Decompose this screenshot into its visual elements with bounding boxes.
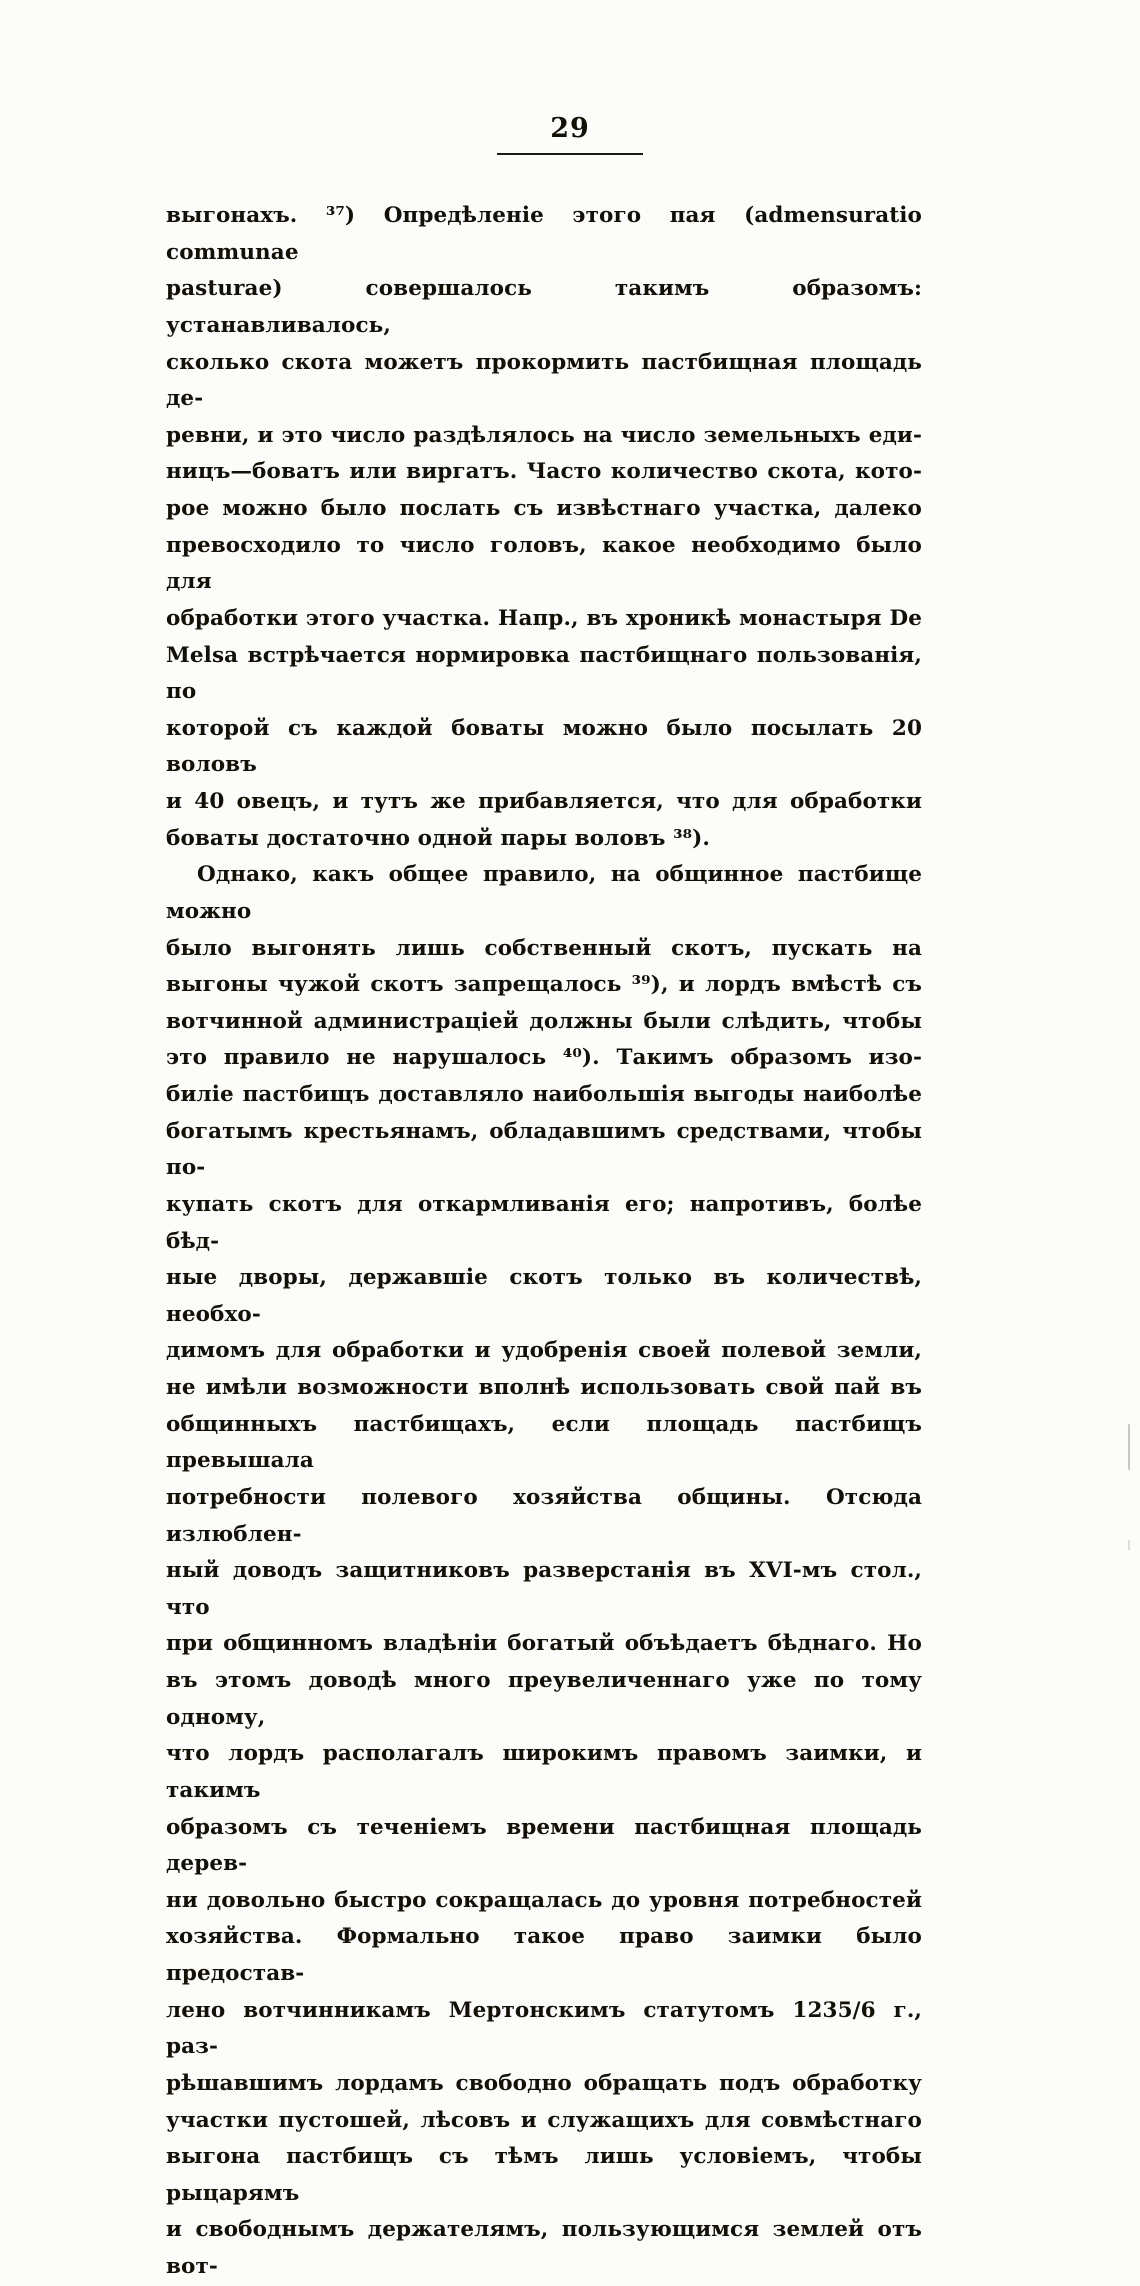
text-line: лено вотчинникамъ Мертонскимъ статутомъ 1235/6 г., раз- [166,1997,922,2060]
scan-artifact-line [1128,1424,1130,1470]
text-line: ный доводъ защитниковъ разверстанія въ XVI-мъ стол., что [166,1558,922,1620]
text-line: при общинномъ владѣніи богатый объѣдаетъ бѣднаго. Но [166,1631,922,1657]
text-line: вотчинной администраціей должны были слѣдить, чтобы [166,1008,922,1034]
text-line: Melsa встрѣчается нормировка пастбищнаго пользованія, по [166,642,922,705]
text-line: рѣшавшимъ лордамъ свободно обращать подъ обработку [166,2070,922,2096]
text-line: было выгонять лишь собственный скотъ, пускать на [166,935,922,961]
text-line: участки пустошей, лѣсовъ и служащихъ для совмѣстнаго [166,2107,922,2133]
text-line: выгоны чужой скотъ запрещалось ³⁹), и лордъ вмѣстѣ съ [166,972,922,998]
text-line: и 40 овецъ, и тутъ же прибавляется, что для обработки [166,789,922,814]
text-line: ные дворы, державшіе скотъ только въ количествѣ, необхо- [166,1265,922,1327]
text-line: богатымъ крестьянамъ, обладавшимъ средствами, чтобы по- [166,1118,922,1181]
paragraph [166,198,922,857]
text-line: боваты достаточно одной пары воловъ ³⁸). [166,825,710,851]
text-line: не имѣли возможности вполнѣ использовать свой пай въ [166,1375,922,1400]
text-line: обработки этого участка. Напр., въ хроникѣ монастыря De [166,605,922,631]
text-line: рое можно было послать съ извѣстнаго участка, далеко [166,496,922,521]
scan-artifact-mark [1128,1540,1130,1550]
paragraph [166,857,922,2285]
text-line: хозяйства. Формально такое право заимки было предостав- [166,1924,922,1986]
text-line: образомъ съ теченіемъ времени пастбищная площадь дерев- [166,1814,922,1877]
text-line: превосходило то число головъ, какое необходимо было для [166,532,922,595]
text-line: выгона пастбищъ съ тѣмъ лишь условіемъ, чтобы рыцарямъ [166,2144,922,2206]
text-line: и свободнымъ держателямъ, пользующимся землей отъ вот- [166,2217,922,2279]
text-line: ревни, и это число раздѣлялось на число земельныхъ еди- [166,422,922,448]
page-number: 29 [550,113,590,144]
text-line: ни довольно быстро сокращалась до уровня потребностей [166,1887,922,1913]
text-line: купать скотъ для откармливанія его; напротивъ, болѣе бѣд- [166,1191,922,1254]
text-line: которой съ каждой боваты можно было посылать 20 воловъ [166,715,922,778]
text-line: это правило не нарушалось ⁴⁰). Такимъ образомъ изо- [166,1045,922,1071]
text-line: выгонахъ. ³⁷) Опредѣленіе этого пая (admensuratio communae [166,203,922,265]
text-line: общинныхъ пастбищахъ, если площадь пастбищъ превышала [166,1411,922,1474]
text-line: димомъ для обработки и удобренія своей полевой земли, [166,1338,922,1364]
text-line: Однако, какъ общее правило, на общинное пастбище можно [166,862,922,924]
text-line: ницъ—боватъ или виргатъ. Часто количество скота, кото- [166,459,922,485]
text-line: потребности полевого хозяйства общины. Отсюда излюблен- [166,1484,922,1547]
text-line: сколько скота можетъ прокормить пастбищная площадь де- [166,349,922,412]
text-line: что лордъ располагалъ широкимъ правомъ заимки, и такимъ [166,1741,922,1803]
header-rule [497,153,643,155]
text-line: pasturae) совершалось такимъ образомъ: устанавливалось, [166,276,922,338]
text-line: въ этомъ доводѣ много преувеличеннаго уже по тому одному, [166,1668,922,1730]
text-line: биліе пастбищъ доставляло наибольшія выгоды наиболѣе [166,1082,922,1107]
page-header [0,114,1140,155]
page-text-body [166,198,922,2286]
